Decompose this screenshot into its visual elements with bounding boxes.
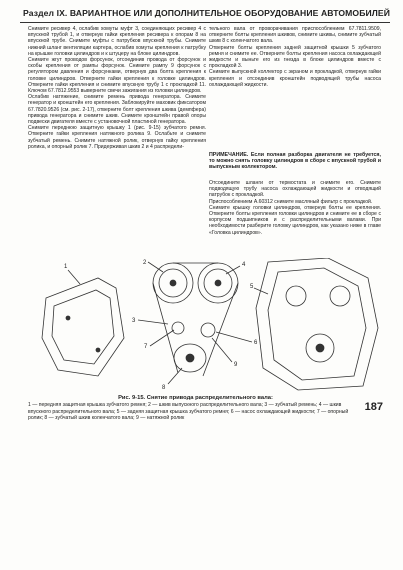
paragraph: Снимите ресивер 4, ослабив хомуты муфт 3, соединяющих ресивер 4 с впускной трубой 1, и отвернув гайки крепления ресивера к опорам 8 на впускной трубе. Снимите муфты с патрубков впускной трубы. Снимите нижний шланг вентиляции картера, ослабив хомуты крепления к патрубку на крышке головки цилиндров и к штуцеру на блоке цилиндров. xyxy=(28,26,206,57)
timing-belt-drawing xyxy=(28,258,383,393)
paragraph: Ослабив натяжение, снимите ремень привода генератора. Снимите генератор и кронштейн его крепления. Заблокируйте маховик фиксатором 67.7820.9526 (см. рис. 2-17), отверните болт крепления шкива (демпфера) привода генератора и снимите шкив. Снимите кронштейн правой опоры подвески двигателя вместе с установочной пластиной генератора. xyxy=(28,94,206,126)
paragraph: тельного вала от проворачивания приспособлением 67.7811.9509, отверните болты крепления шкивов, снимите шкивы, снимите зубчатый шкив 8 с коленчатого вала. xyxy=(209,26,381,45)
right-lower-column xyxy=(209,180,381,236)
idler-roller xyxy=(172,322,184,334)
paragraph: Снимите выпускной коллектор с экраном и прокладкой, отвернув гайки крепления и отсоединив кронштейн подводящей трубы насоса охлаждающей жидкости. xyxy=(209,69,381,88)
paragraph: Приспособлением А.60312 снимите масляный фильтр с прокладкой. xyxy=(209,198,373,205)
paragraph: Снимите крышку головки цилиндров, отвернув болты ее крепления. Отверните болты крепления головки цилиндров и снимите ее в сборе с корпусом подшипников и с распределительными валами. При необходимости разберите головку цилиндров, как указано ниже в главе «Головка цилиндров». xyxy=(209,204,381,236)
figure-caption xyxy=(28,395,363,422)
figure-title: Рис. 9-15. Снятие привода распределительного вала: xyxy=(118,395,273,401)
callout-1: 1 xyxy=(64,264,68,270)
left-column xyxy=(28,26,206,150)
callout-6: 6 xyxy=(254,340,258,346)
paragraph: Отверните болты крепления задней защитной крышки 5 зубчатого ремня и снимите ее. Отверните болты крепления насоса охлаждающей жидкости и выньте его из гнезда в блоке цилиндров вместе с прокладкой 3. xyxy=(209,44,381,70)
paragraph: Снимите переднюю защитную крышку 1 (рис. 9-15) зубчатого ремня. Отверните гайки крепления натяжного ролика 9. Ослабьте и снимите зубчатый ремень. Снимите натяжной ролик, отвернув гайку крепления ролика, и опорный ролик 7. Придерживая шкив 2 и 4 распредели- xyxy=(28,125,206,150)
callout-3: 3 xyxy=(132,318,136,324)
callout-2: 2 xyxy=(143,260,147,266)
paragraph: Отсоедините шланги от термостата и снимите его. Снимите подводящую трубу насоса охлаждающей жидкости и отводящий патрубок с прокладкой. xyxy=(209,180,381,199)
rear-cover-shape xyxy=(256,258,378,390)
callout-9: 9 xyxy=(234,362,238,368)
page-number: 187 xyxy=(364,401,383,413)
section-title: Раздел IX. ВАРИАНТНОЕ ИЛИ ДОПОЛНИТЕЛЬНОЕ ОБОРУДОВАНИЕ АВТОМОБИЛЕЙ xyxy=(23,8,390,18)
callout-7: 7 xyxy=(144,344,148,350)
timing-belt xyxy=(153,263,238,376)
callout-8: 8 xyxy=(162,385,166,391)
right-column xyxy=(209,26,381,88)
note-block: ПРИМЕЧАНИЕ. Если полная разборка двигателя не требуется, то можно снять головку цилиндров в сборе с впускной трубой и выпускным коллектором. xyxy=(209,152,381,171)
callout-4: 4 xyxy=(242,262,246,268)
callout-5: 5 xyxy=(250,284,254,290)
tensioner-roller xyxy=(201,323,215,337)
front-cover-shape xyxy=(42,278,124,376)
figure-legend: 1 — передняя защитная крышка зубчатого ремня; 2 — шкив выпускного распределительного вала; 3 — зубчатый ремень; 4 — шкив впускного распределительного вала; 5 — задняя защитная крышка зубчатого ремня; 6 — насос охлаждающей жидкости; 7 — опорный ролик; 8 — зубчатый шкив коленчатого вала; 9 — натяжной ролик xyxy=(28,401,349,422)
section-header xyxy=(20,8,390,23)
paragraph: Снимите жгут проводов форсунок, отсоединив провода от форсунок и скобы крепления от рампы форсунок. Снимите рампу 9 форсунок с регулятором давления и форсунками, отвернув два болта крепления к головке цилиндров. Отверните гайки крепления к головке цилиндров. Отверните гайки крепления и снимите впускную трубу 1 с прокладкой 11. Ключом 67.7812.9553 выверните свечи зажигания из головки цилиндров. xyxy=(28,57,206,95)
